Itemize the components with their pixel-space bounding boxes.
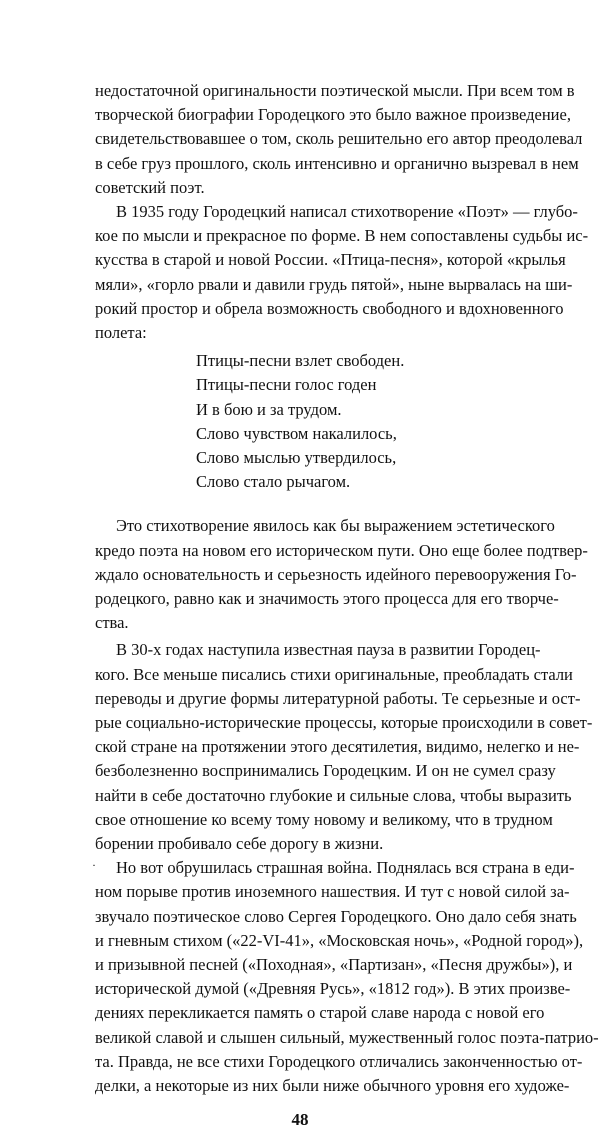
text-line: творческой биографии Городецкого это было важное произведение, (95, 105, 571, 124)
text-line: делки, а некоторые из них были ниже обычного уровня его художе- (95, 1076, 570, 1095)
poem-line: Птицы-песни голос годен (196, 375, 377, 394)
text-line: свидетельствовавшее о том, сколь решительно его автор преодолевал (95, 129, 583, 148)
text-line: та. Правда, не все стихи Городецкого отличались законченностью от- (95, 1052, 583, 1071)
poem-line: Слово мыслью утвердилось, (196, 448, 397, 467)
text-line: ства. (95, 613, 129, 632)
text-line: В 30-х годах наступила известная пауза в развитии Городец- (116, 640, 541, 659)
text-line: кое по мысли и прекрасное по форме. В нем сопоставлены судьбы ис- (95, 226, 589, 245)
text-line: ской стране на протяжении этого десятилетия, видимо, нелегко и не- (95, 737, 580, 756)
stray-mark: · (92, 858, 96, 872)
text-line: полета: (95, 323, 147, 342)
text-line: рые социально-исторические процессы, которые происходили в совет- (95, 713, 593, 732)
text-line: советский поэт. (95, 178, 205, 197)
text-line: мяли», «горло рвали и давили грудь пятой», ныне вырвалась на ши- (95, 275, 573, 294)
page-number: 48 (291, 1110, 309, 1129)
text-line: недостаточной оригинальности поэтической мысли. При всем том в (95, 81, 575, 100)
text-line: в себе груз прошлого, сколь интенсивно и органично вызревал в нем (95, 154, 579, 173)
poem-line: Слово чувством накалилось, (196, 424, 397, 443)
text-line: звучало поэтическое слово Сергея Городецкого. Оно дало себя знать (95, 907, 577, 926)
text-line: и гневным стихом («22-VI-41», «Московская ночь», «Родной город»), (95, 931, 584, 950)
text-line: дениях перекликается память о старой славе народа с новой его (95, 1003, 545, 1022)
text-line: кредо поэта на новом его историческом пути. Оно еще более подтвер- (95, 541, 588, 560)
text-line: кусства в старой и новой России. «Птица-песня», которой «крылья (95, 250, 566, 269)
poem-line: Птицы-песни взлет свободен. (196, 351, 405, 370)
text-line: и призывной песней («Походная», «Партизан», «Песня дружбы»), и (95, 955, 573, 974)
text-line: великой славой и слышен сильный, мужественный голос поэта-патрио- (95, 1028, 599, 1047)
text-line: Это стихотворение явилось как бы выражением эстетического (116, 516, 555, 535)
text-line: свое отношение ко всему тому новому и великому, что в трудном (95, 810, 553, 829)
text-line: ном порыве против иноземного нашествия. И тут с новой силой за- (95, 882, 570, 901)
text-line: безболезненно воспринимались Городецким. И он не сумел сразу (95, 761, 556, 780)
poem-line: Слово стало рычагом. (196, 472, 351, 491)
text-line: рокий простор и обрела возможность свободного и вдохновенного (95, 299, 564, 318)
text-line: переводы и другие формы литературной работы. Те серьезные и ост- (95, 689, 581, 708)
text-line: ждало основательность и серьезность идейного перевооружения Го- (95, 565, 577, 584)
text-line: найти в себе достаточно глубокие и сильные слова, чтобы выразить (95, 786, 572, 805)
text-line: В 1935 году Городецкий написал стихотворение «Поэт» — глубо- (116, 202, 578, 221)
text-line: кого. Все меньше писались стихи оригинальные, преобладать стали (95, 665, 573, 684)
text-line: Но вот обрушилась страшная война. Поднялась вся страна в еди- (116, 858, 575, 877)
text-line: исторической думой («Древняя Русь», «1812 год»). В этих произве- (95, 979, 571, 998)
text-line: родецкого, равно как и значимость этого процесса для его творче- (95, 589, 559, 608)
poem-line: И в бою и за трудом. (196, 400, 342, 419)
text-line: борении пробивало себе дорогу в жизни. (95, 834, 384, 853)
